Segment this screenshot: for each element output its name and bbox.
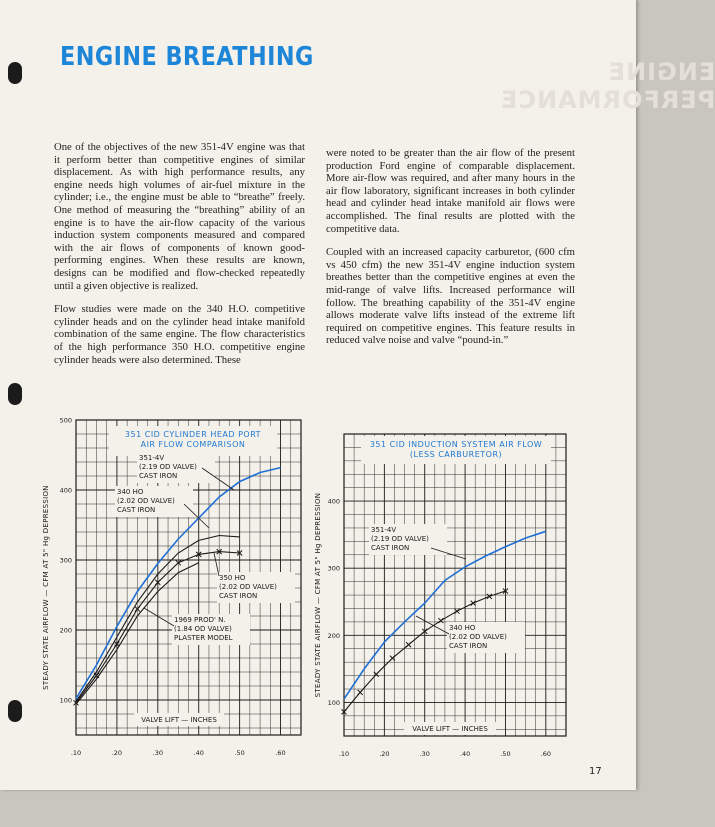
x-tick-label: .60 [540,750,551,758]
series-label-line: CAST IRON [371,544,410,552]
series-label-line: 1969 PROD' N. [174,616,226,624]
x-tick-label: .60 [275,749,286,757]
x-tick-label: .20 [379,750,390,758]
x-tick-label: .30 [419,750,430,758]
x-axis-label: VALVE LIFT — INCHES [141,716,217,724]
page-number: 17 [589,766,602,777]
y-axis-label: STEADY STATE AIRFLOW — CFM AT 5" Hg DEPRESSION [314,492,322,698]
y-tick-label: 100 [327,698,340,707]
y-tick-label: 300 [59,556,72,565]
x-tick-label: .40 [193,749,204,757]
x-tick-label: .20 [111,749,123,757]
series-label-line: 351-4V [139,454,165,462]
show-through-text: ENGINE PERFORMANCE [500,58,715,114]
series-label-line: PLASTER MODEL [174,634,233,642]
series-label-line: (2.02 OD VALVE) [117,497,175,505]
paragraph: Flow studies were made on the 340 H.O. competitive cylinder heads and on the cylinder head intake manifold combination of the same engine. The flow characteristics of the high performance 350 H.O. competitive engine cylinder heads were also determined. These [54,303,305,366]
induction-system-airflow-chart [306,420,574,765]
series-label-line: 340 HO [449,624,476,632]
x-tick-label: .30 [152,749,163,757]
page-title: ENGINE BREATHING [60,42,314,72]
y-tick-label: 100 [59,696,72,705]
series-label-line: 340 HO [117,488,144,496]
series-label-line: CAST IRON [117,506,156,514]
series-label-line: (2.02 OD VALVE) [219,583,277,591]
series-label-line: 351-4V [371,526,397,534]
text-column-right [326,147,575,358]
series-label-line: 350 HO [219,574,246,582]
y-tick-label: 200 [327,631,340,640]
series-label-line: (2.19 OD VALVE) [139,463,197,471]
series-label-line: (2.02 OD VALVE) [449,633,507,641]
binder-hole [8,700,22,722]
x-tick-label: .40 [459,750,471,758]
binder-hole [8,383,22,405]
y-tick-label: 400 [59,486,72,495]
paragraph: One of the objectives of the new 351-4V engine was that it perform better than competitive engines of similar displacement. As with high performance results, any engine needs high volumes of air-fuel mixture in the cylinder; i.e., the engine must be able to “breathe” freely. One method of measuring the “breathing” ability of an engine is to have the air-flow capacity of the various induction system components measured and compared with the air flows of components of known good-performing engines. When these results are known, designs can be modified and flow-checked repeatedly until a given objective is realized. [54,141,305,292]
x-axis-label: VALVE LIFT — INCHES [412,725,488,733]
chart-title-line: 351 CID CYLINDER HEAD PORT [124,430,262,439]
series-label-line: CAST IRON [219,592,258,600]
chart-title-line: AIR FLOW COMPARISON [140,440,246,449]
text-column-left [54,141,305,377]
x-tick-label: .50 [234,749,245,757]
binder-hole [8,62,22,84]
series-label-line: CAST IRON [449,642,488,650]
y-axis-label: STEADY STATE AIRFLOW — CFM AT 5" Hg DEPRESSION [42,485,50,690]
y-tick-label: 300 [327,564,340,573]
series-label-line: (2.19 OD VALVE) [371,535,429,543]
series-label-line: CAST IRON [139,472,178,480]
paragraph: Coupled with an increased capacity carburetor, (600 cfm vs 450 cfm) the new 351-4V engine induction system breathes better than the competitive engines at even the mid-range of valve lifts. Increased performance will follow. The breathing capability of the 351-4V engine allows moderate valve lifts instead of the extreme lift required on competitive engines. This feature results in reduced valve noise and valve “pound-in.” [326,246,575,347]
chart-title-line: (LESS CARBURETOR) [409,450,503,459]
series-label-line: (1.84 OD VALVE) [174,625,232,633]
y-tick-label: 400 [327,497,340,506]
x-tick-label: .10 [338,750,350,758]
chart-title-line: 351 CID INDUCTION SYSTEM AIR FLOW [369,440,543,449]
x-tick-label: .50 [500,750,511,758]
cylinder-head-airflow-chart [34,408,309,763]
y-tick-label: 500 [59,416,72,425]
paragraph: were noted to be greater than the air flow of the present production Ford engine of comparable displacement. More air-flow was required, and after many hours in the air flow laboratory, significant increases in both cylinder head and cylinder head intake manifold air flows were accomplished. The final results are plotted with the competitive data. [326,147,575,235]
x-tick-label: .10 [70,749,82,757]
y-tick-label: 200 [59,626,72,635]
